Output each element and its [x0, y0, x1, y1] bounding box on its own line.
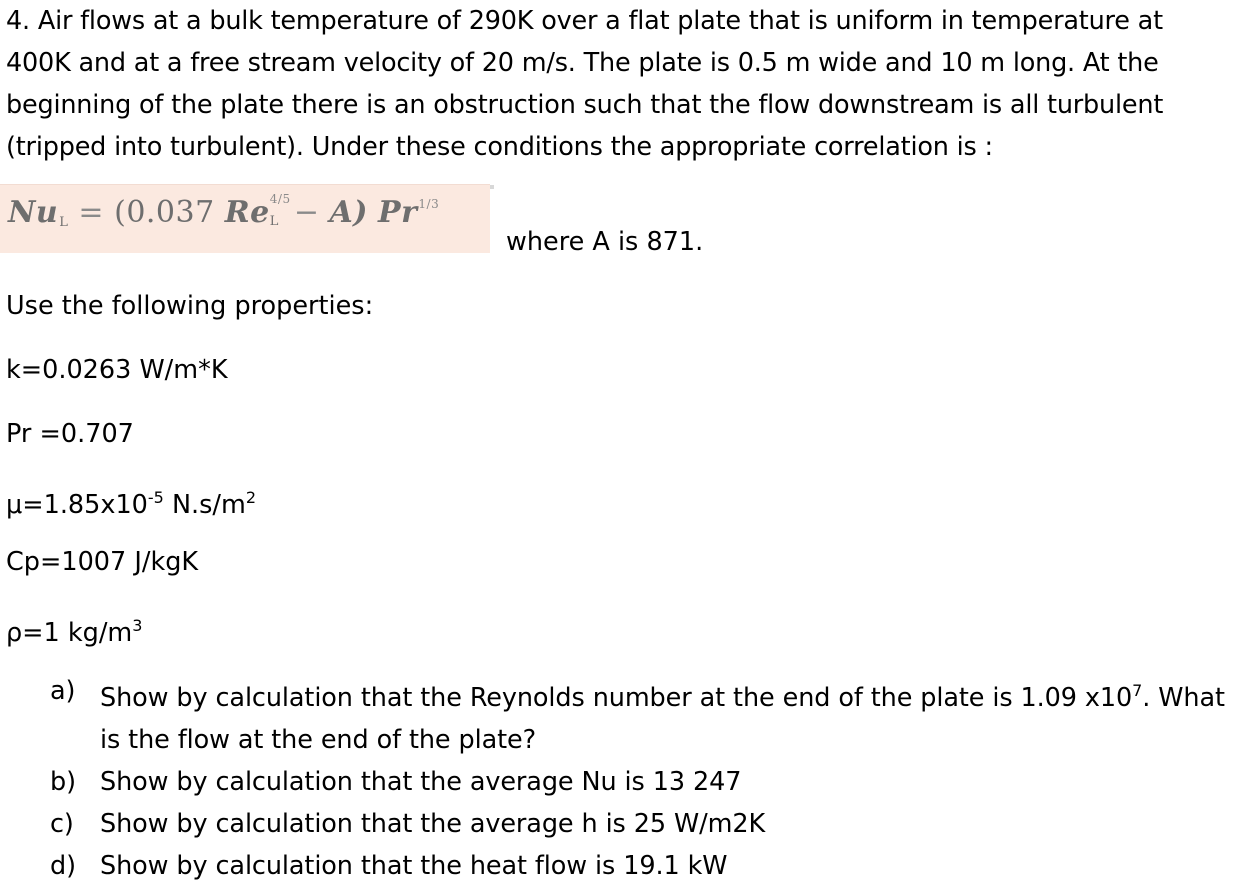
property-mu-base: μ=1.85x10 [6, 490, 148, 520]
question-c-text: Show by calculation that the average h is 25 W/m2K [100, 809, 766, 839]
question-list [50, 670, 1257, 887]
formula-nu: Nu [8, 195, 59, 230]
question-c [50, 803, 1257, 845]
formula-a: A) [329, 195, 368, 230]
question-d [50, 845, 1257, 887]
property-mu-unit: N.s/m [163, 490, 246, 520]
properties-heading: Use the following properties: [6, 291, 374, 321]
formula-open: (0.037 [114, 195, 215, 230]
formula-re: Re [224, 195, 270, 230]
formula-re-sup: 4/5 [269, 192, 291, 206]
question-c-letter: c) [50, 809, 74, 839]
property-rho [6, 608, 142, 651]
property-mu-unit-exp: 2 [245, 488, 257, 507]
property-rho-exp: 3 [132, 616, 143, 635]
property-rho-base: ρ=1 kg/m [6, 618, 133, 648]
correlation-formula [8, 192, 440, 230]
formula-re-sub: L [269, 214, 279, 229]
problem-statement [6, 0, 1256, 168]
property-mu-exp: -5 [147, 488, 164, 507]
question-b [50, 761, 1257, 803]
question-b-text: Show by calculation that the average Nu is 13 247 [100, 767, 742, 797]
problem-line-1: 4. Air flows at a bulk temperature of 290K over a flat plate that is uniform in temperature at [6, 6, 1163, 36]
formula-nu-sub: L [59, 215, 69, 230]
problem-line-3: beginning of the plate there is an obstruction such that the flow downstream is all turbulent [6, 90, 1164, 120]
question-b-letter: b) [50, 767, 76, 797]
property-k: k=0.0263 W/m*K [6, 355, 228, 385]
question-a-line-2: is the flow at the end of the plate? [100, 725, 537, 755]
question-d-text: Show by calculation that the heat flow is 19.1 kW [100, 851, 728, 881]
question-d-letter: d) [50, 851, 76, 881]
problem-line-2: 400K and at a free stream velocity of 20 m/s. The plate is 0.5 m wide and 10 m long. At the [6, 48, 1159, 78]
question-a-letter: a) [50, 676, 76, 706]
formula-pr: Pr [378, 195, 418, 230]
correlation-formula-image [0, 184, 490, 253]
formula-minus: − [293, 195, 320, 230]
question-a [50, 670, 1257, 761]
problem-line-4: (tripped into turbulent). Under these conditions the appropriate correlation is : [6, 132, 993, 162]
question-a-text-end: . What [1142, 683, 1225, 713]
where-a-text: where A is 871. [506, 227, 704, 257]
formula-equals: = [78, 195, 105, 230]
property-mu [6, 480, 256, 523]
property-cp: Cp=1007 J/kgK [6, 547, 199, 577]
question-a-text: Show by calculation that the Reynolds number at the end of the plate is 1.09 x10 [100, 683, 1133, 713]
formula-re-scripts [269, 192, 291, 229]
formula-pr-sup: 1/3 [418, 197, 440, 211]
question-a-exp: 7 [1132, 681, 1143, 700]
property-pr: Pr =0.707 [6, 419, 134, 449]
